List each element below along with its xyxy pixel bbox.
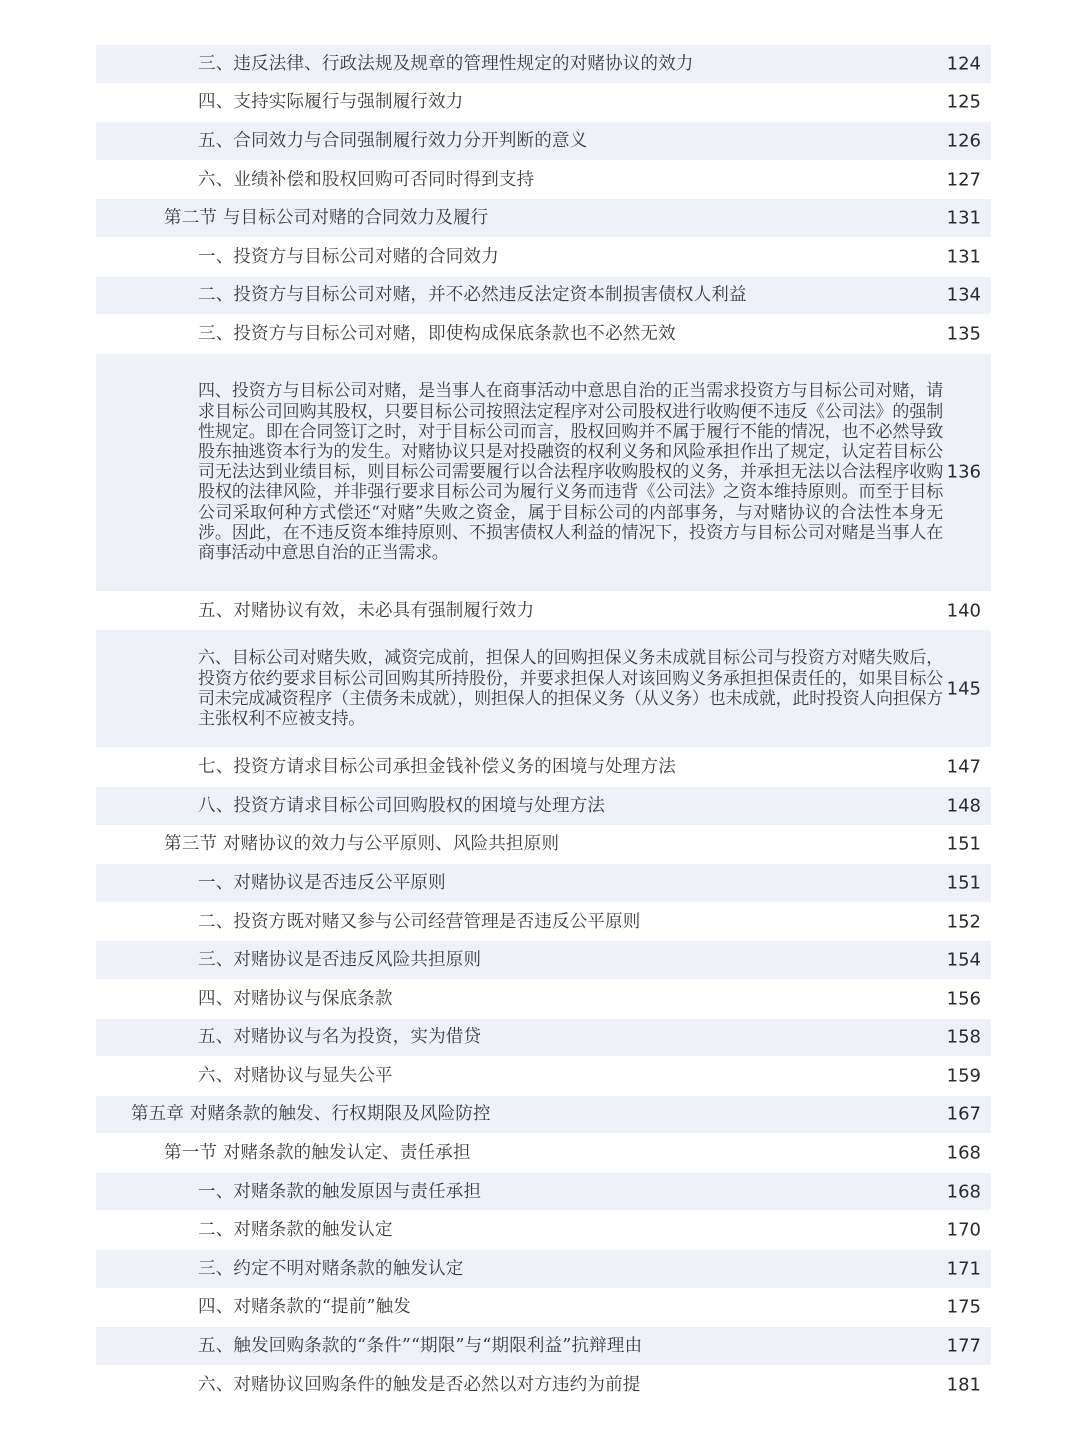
toc-row[interactable]	[96, 354, 991, 592]
toc-entry-title: 四、投资方与目标公司对赌，是当事人在商事活动中意思自治的正当需求投资方与目标公司对赌，请求目标公司回购其股权，只要目标公司按照法定程序对公司股权进行收购便不违反《公司法》的强制性规定。即在合同签订之时，对于目标公司而言，股权回购并不属于履行不能的情况，也不必然导致股东抽逃资本行为的发生。对赌协议只是对投融资的权利义务和风险承担作出了规定，认定若目标公司无法达到业绩目标，则目标公司需要履行以合法程序收购股权的义务，并承担无法以合法程序收购股权的法律风险，并非强行要求目标公司为履行义务而违背《公司法》之资本维持原则。而至于目标公司采取何种方式偿还“对赌”失败之资金，属于目标公司的内部事务，与对赌协议的合法性本身无涉。因此，在不违反资本维持原则、不损害债权人利益的情况下，投资方与目标公司对赌是当事人在商事活动中意思自治的正当需求。	[198, 381, 943, 563]
toc-row[interactable]	[96, 122, 991, 161]
toc-row[interactable]	[96, 826, 991, 865]
toc-page-number: 167	[946, 1103, 981, 1125]
toc-entry-title: 四、对赌条款的“提前”触发	[198, 1297, 411, 1318]
toc-entry-title: 五、对赌协议与名为投资，实为借贷	[198, 1027, 482, 1048]
toc-page-number: 140	[946, 600, 981, 622]
toc-page-number: 136	[946, 461, 981, 483]
toc-page-number: 170	[946, 1219, 981, 1241]
toc-page-number: 148	[946, 795, 981, 817]
toc-page-number: 135	[946, 323, 981, 345]
toc-row[interactable]	[96, 161, 991, 200]
toc-entry-title: 第五章 对赌条款的触发、行权期限及风险防控	[131, 1104, 491, 1125]
toc-entry-title: 五、对赌协议有效，未必具有强制履行效力	[198, 600, 535, 621]
toc-entry-title: 四、支持实际履行与强制履行效力	[198, 92, 464, 113]
toc-row[interactable]	[96, 1019, 991, 1058]
toc-row[interactable]	[96, 84, 991, 123]
toc-row[interactable]	[96, 1057, 991, 1096]
toc-entry-title: 八、投资方请求目标公司回购股权的困境与处理方法	[198, 795, 606, 816]
toc-entry-title: 三、违反法律、行政法规及规章的管理性规定的对赌协议的效力	[198, 53, 694, 74]
toc-row[interactable]	[96, 980, 991, 1019]
toc-row[interactable]	[96, 864, 991, 903]
toc-entry-title: 第三节 对赌协议的效力与公平原则、风险共担原则	[164, 834, 560, 855]
toc-entry-title: 四、对赌协议与保底条款	[198, 988, 393, 1009]
toc-row[interactable]	[96, 238, 991, 277]
table-of-contents	[96, 45, 991, 1404]
toc-row[interactable]	[96, 630, 991, 748]
toc-page-number: 168	[946, 1181, 981, 1203]
toc-page-number: 151	[946, 833, 981, 855]
toc-page-number: 154	[946, 949, 981, 971]
toc-row[interactable]	[96, 199, 991, 238]
toc-entry-title: 六、对赌协议回购条件的触发是否必然以对方违约为前提	[198, 1374, 641, 1395]
toc-page-number: 151	[946, 872, 981, 894]
toc-entry-title: 第一节 对赌条款的触发认定、责任承担	[164, 1143, 471, 1164]
toc-row[interactable]	[96, 787, 991, 826]
toc-row[interactable]	[96, 1211, 991, 1250]
toc-entry-title: 三、对赌协议是否违反风险共担原则	[198, 950, 482, 971]
toc-page-number: 152	[946, 911, 981, 933]
toc-entry-title: 七、投资方请求目标公司承担金钱补偿义务的困境与处理方法	[198, 757, 676, 778]
toc-page-number: 131	[946, 207, 981, 229]
toc-page-number: 131	[946, 246, 981, 268]
toc-entry-title: 六、业绩补偿和股权回购可否同时得到支持	[198, 169, 535, 190]
toc-row[interactable]	[96, 941, 991, 980]
toc-row[interactable]	[96, 1096, 991, 1135]
toc-page-number: 127	[946, 169, 981, 191]
toc-row[interactable]	[96, 1173, 991, 1212]
toc-row[interactable]	[96, 1250, 991, 1289]
toc-row[interactable]	[96, 592, 991, 631]
toc-page-number: 181	[946, 1374, 981, 1396]
toc-row[interactable]	[96, 1134, 991, 1173]
toc-row[interactable]	[96, 1327, 991, 1366]
toc-entry-title: 二、投资方与目标公司对赌，并不必然违反法定资本制损害债权人利益	[198, 285, 747, 306]
toc-entry-title: 五、触发回购条款的“条件”“期限”与“期限利益”抗辩理由	[198, 1336, 643, 1357]
toc-page-number: 159	[946, 1065, 981, 1087]
toc-row[interactable]	[96, 277, 991, 316]
toc-page-number: 124	[946, 53, 981, 75]
toc-row[interactable]	[96, 1366, 991, 1405]
toc-entry-title: 六、对赌协议与显失公平	[198, 1065, 393, 1086]
toc-page-number: 134	[946, 284, 981, 306]
toc-page-number: 156	[946, 988, 981, 1010]
toc-row[interactable]	[96, 903, 991, 942]
toc-row[interactable]	[96, 315, 991, 354]
toc-entry-title: 一、对赌协议是否违反公平原则	[198, 872, 446, 893]
toc-entry-title: 第二节 与目标公司对赌的合同效力及履行	[164, 208, 489, 229]
toc-row[interactable]	[96, 1289, 991, 1328]
toc-page-number: 158	[946, 1026, 981, 1048]
toc-entry-title: 五、合同效力与合同强制履行效力分开判断的意义	[198, 130, 588, 151]
toc-row[interactable]	[96, 748, 991, 787]
toc-page-number: 125	[946, 91, 981, 113]
toc-entry-title: 六、目标公司对赌失败，减资完成前，担保人的回购担保义务未成就目标公司与投资方对赌失败后，投资方依约要求目标公司回购其所持股份，并要求担保人对该回购义务承担担保责任的，如果目标公司未完成减资程序（主债务未成就），则担保人的担保义务（从义务）也未成就，此时投资人向担保方主张权利不应被支持。	[198, 648, 943, 730]
toc-page-number: 171	[946, 1258, 981, 1280]
toc-page-number: 177	[946, 1335, 981, 1357]
toc-entry-title: 一、投资方与目标公司对赌的合同效力	[198, 246, 499, 267]
toc-entry-title: 三、投资方与目标公司对赌，即使构成保底条款也不必然无效	[198, 323, 676, 344]
toc-page-number: 126	[946, 130, 981, 152]
toc-entry-title: 一、对赌条款的触发原因与责任承担	[198, 1181, 482, 1202]
toc-entry-title: 三、约定不明对赌条款的触发认定	[198, 1258, 464, 1279]
toc-page-number: 147	[946, 756, 981, 778]
toc-page-number: 175	[946, 1296, 981, 1318]
toc-page-number: 168	[946, 1142, 981, 1164]
toc-row[interactable]	[96, 45, 991, 84]
toc-entry-title: 二、投资方既对赌又参与公司经营管理是否违反公平原则	[198, 911, 641, 932]
toc-entry-title: 二、对赌条款的触发认定	[198, 1220, 393, 1241]
toc-page-number: 145	[946, 678, 981, 700]
